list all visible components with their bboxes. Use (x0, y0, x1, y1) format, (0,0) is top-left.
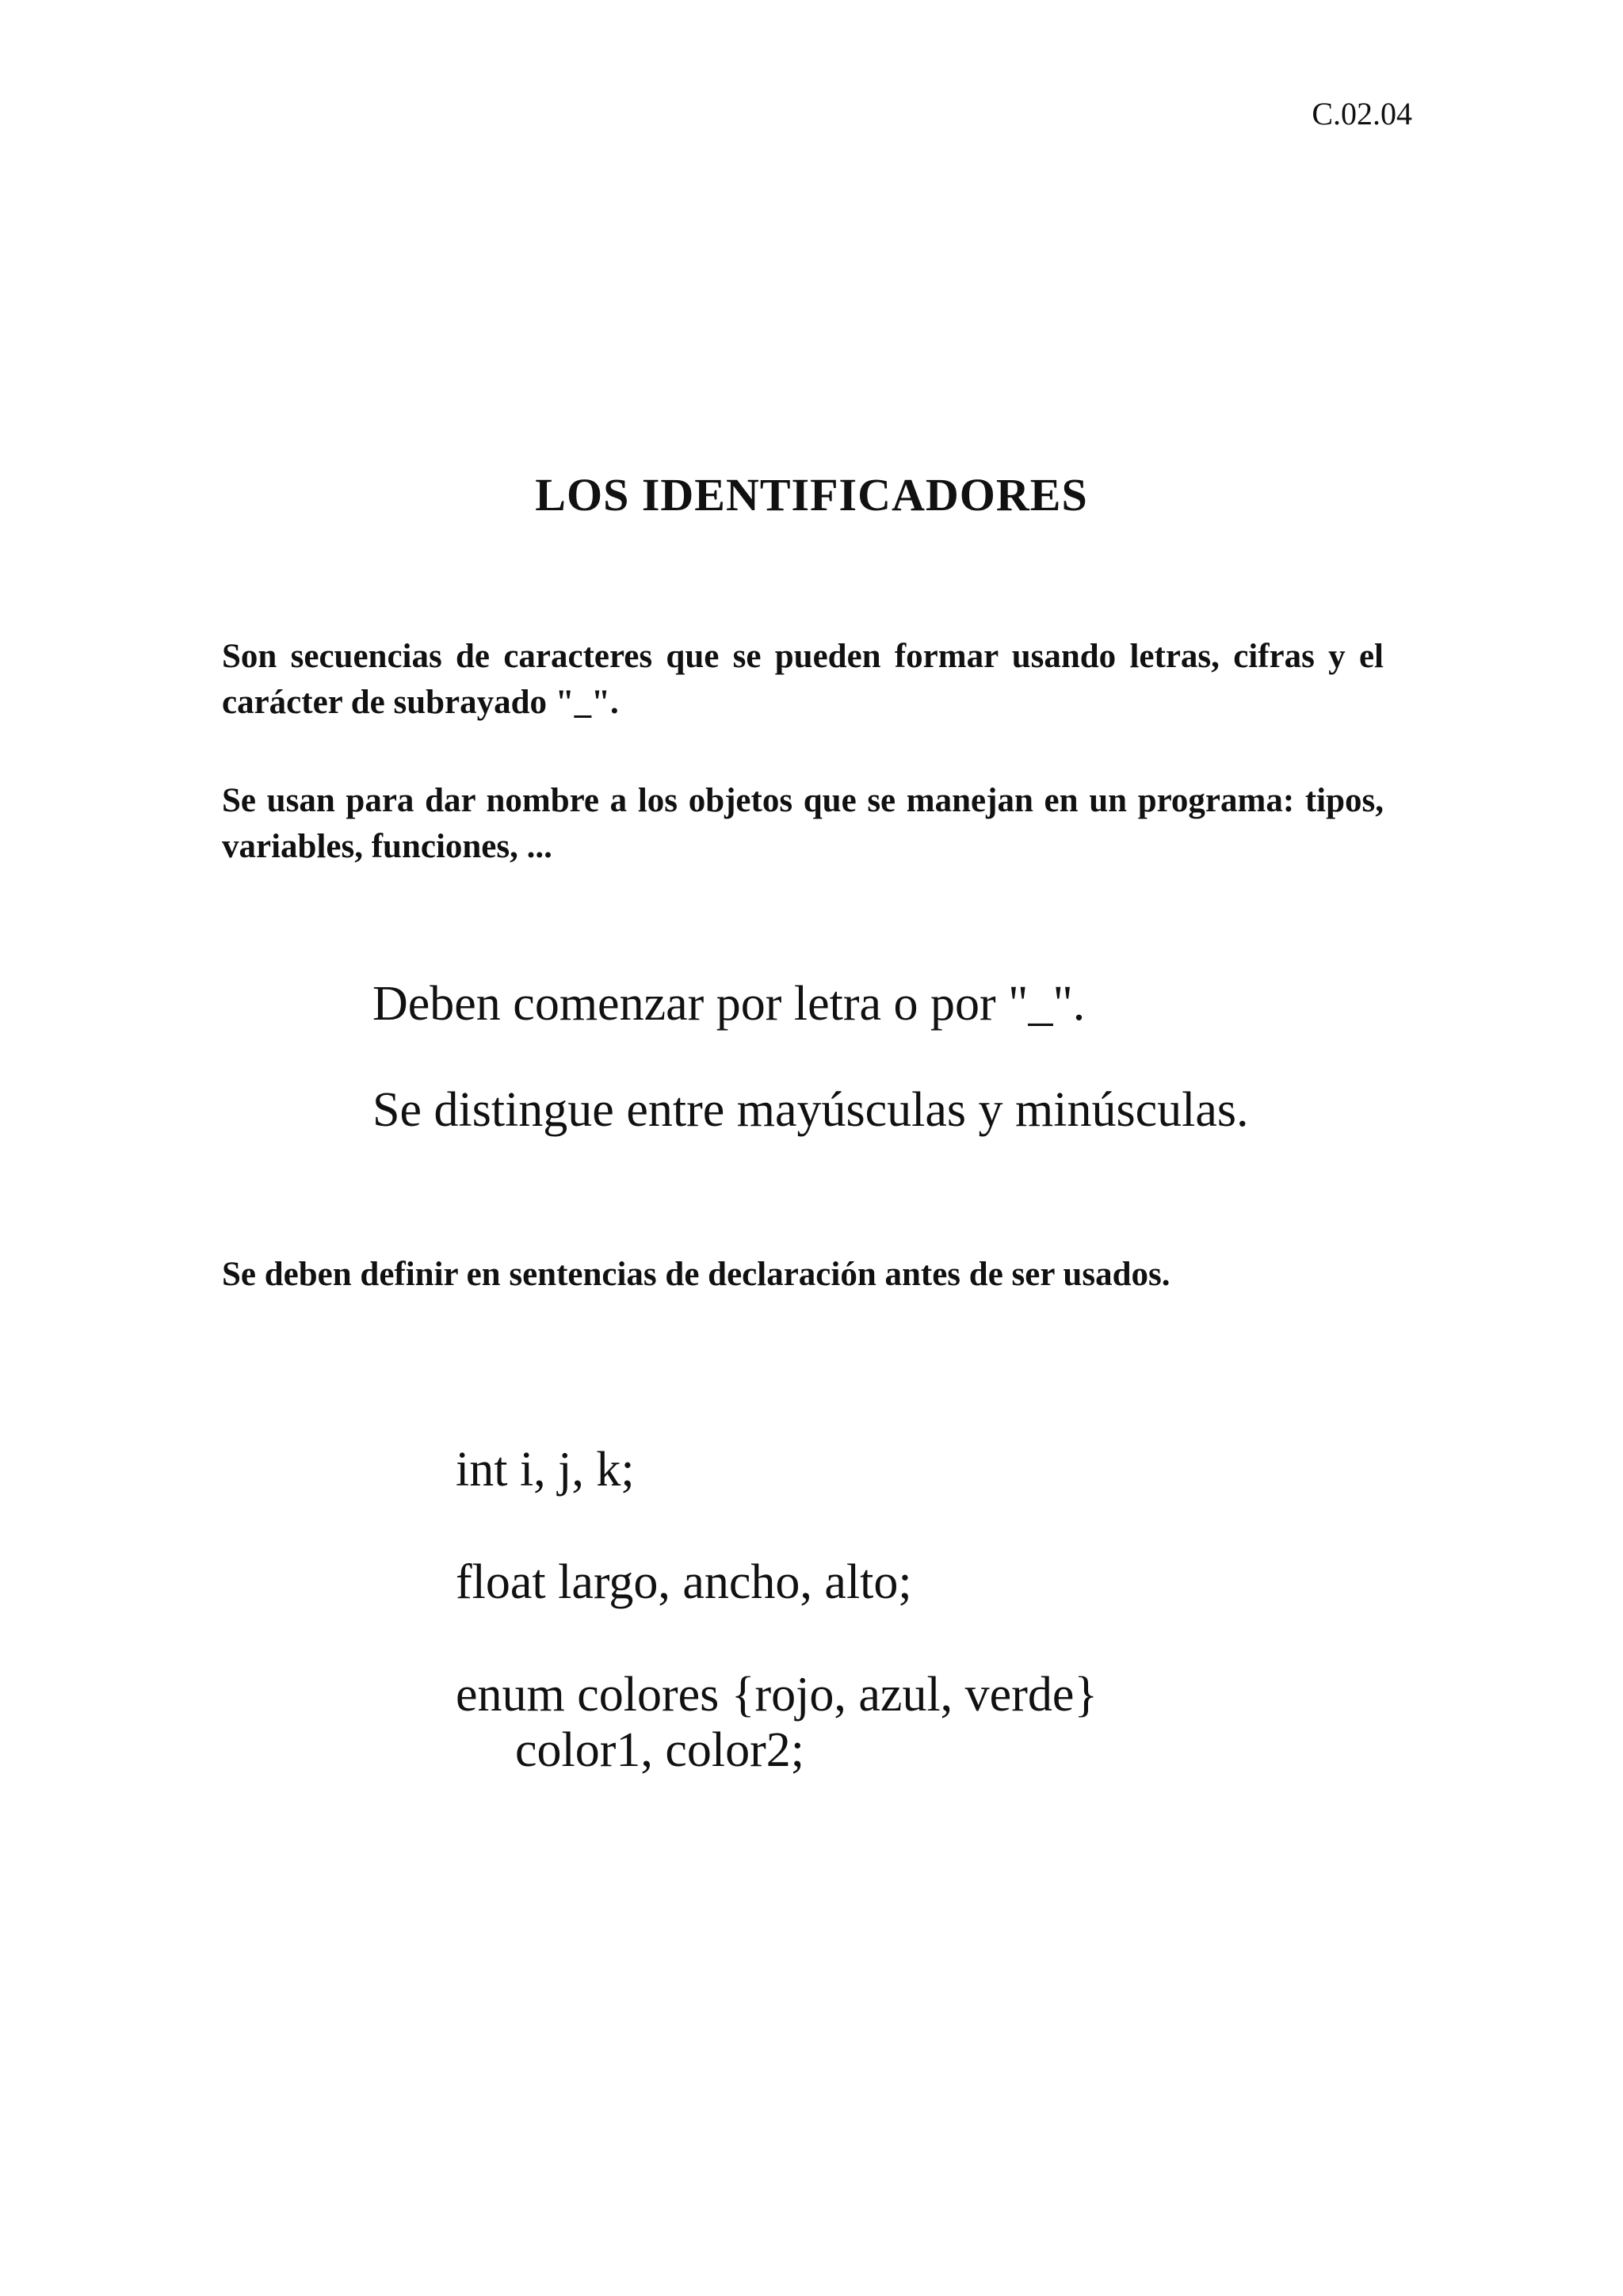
page-title: LOS IDENTIFICADORES (535, 469, 1088, 521)
code-line-int: int i, j, k; (456, 1443, 635, 1497)
definition-paragraph: Son secuencias de caracteres que se pueden formar usando letras, cifras y el carácter de subrayado "_". (222, 638, 1384, 721)
rules-list (372, 974, 1248, 1140)
page-code: C.02.04 (1312, 96, 1412, 132)
code-example (456, 1442, 1098, 1778)
usage-paragraph: Se usan para dar nombre a los objetos que se manejan en un programa: tipos, variables, funciones, ... (222, 782, 1384, 865)
rule-start-char: Deben comenzar por letra o por "_". (372, 977, 1086, 1031)
rule-case-sensitive: Se distingue entre mayúsculas y minúsculas. (372, 1083, 1249, 1138)
code-line-enum-vars: color1, color2; (515, 1723, 805, 1777)
code-line-float: float largo, ancho, alto; (456, 1555, 912, 1609)
code-line-enum: enum colores {rojo, azul, verde} (456, 1668, 1098, 1722)
declaration-paragraph: Se deben definir en sentencias de declaración antes de ser usados. (222, 1256, 1170, 1293)
